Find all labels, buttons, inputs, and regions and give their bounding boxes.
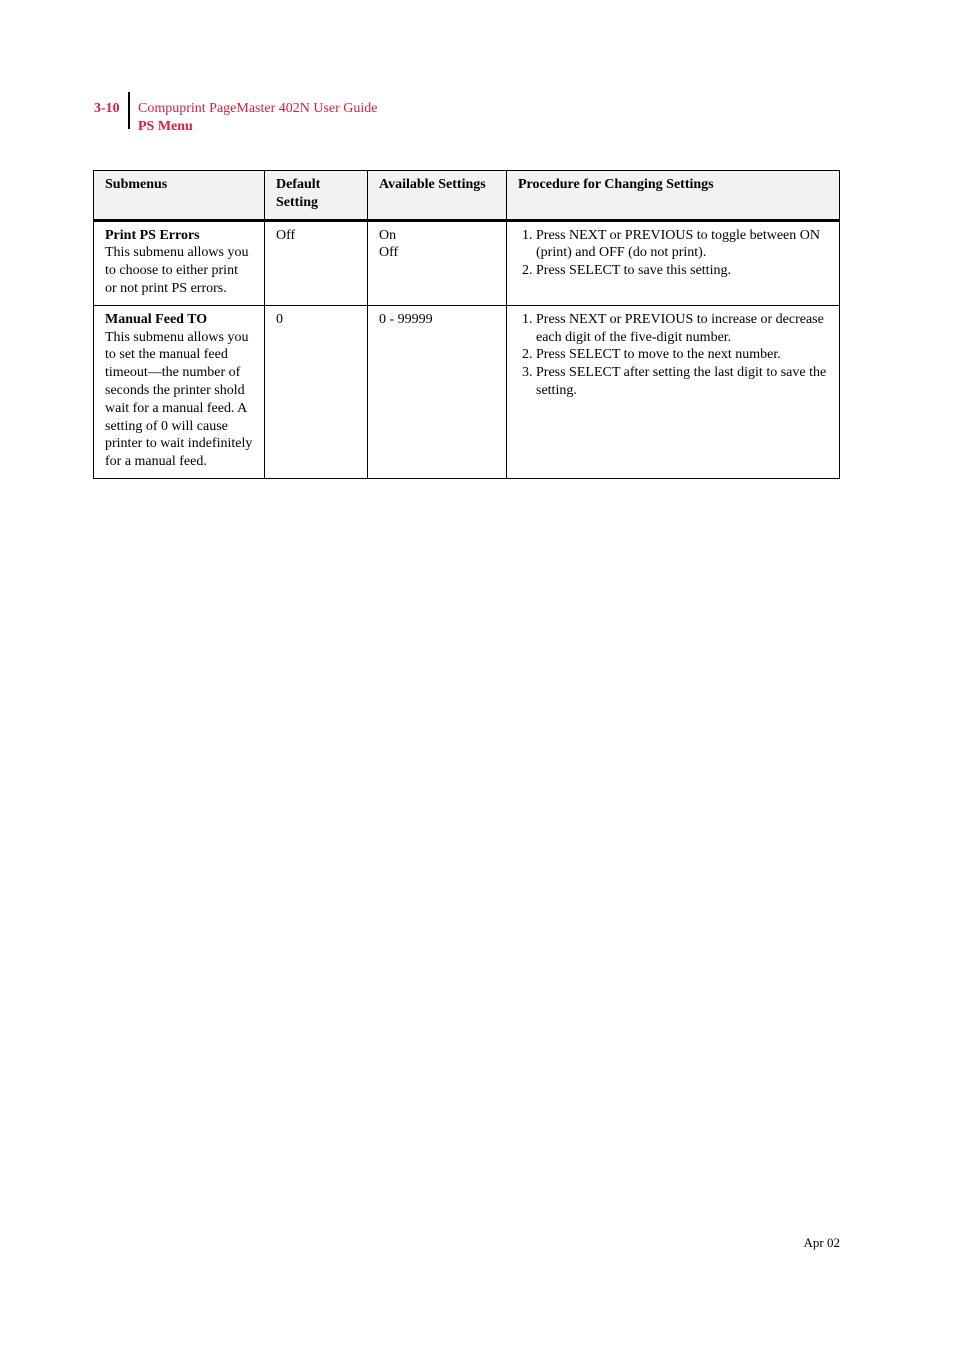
default-setting-cell: Off (265, 220, 368, 305)
procedure-steps (518, 311, 828, 400)
section-title: PS Menu (138, 119, 193, 134)
submenu-cell (94, 305, 265, 478)
guide-title: Compuprint PageMaster 402N User Guide (138, 101, 378, 116)
procedure-cell (507, 220, 840, 305)
procedure-step: 1. Press NEXT or PREVIOUS to increase or decrease each digit of the five-digit number. (536, 311, 828, 347)
procedure-step: 1. Press NEXT or PREVIOUS to toggle between ON (print) and OFF (do not print). (536, 227, 828, 263)
footer-date: Apr 02 (803, 1235, 840, 1250)
settings-table (93, 170, 840, 479)
page-header (94, 100, 514, 140)
table-header-row (94, 171, 840, 221)
available-setting-value: On (379, 227, 397, 243)
column-header-available-settings: Available Settings (368, 171, 507, 221)
header-divider (128, 92, 130, 129)
procedure-step: 2. Press SELECT to move to the next number. (536, 346, 828, 364)
available-settings-cell (368, 220, 507, 305)
available-settings-cell (368, 305, 507, 478)
procedure-step: 3. Press SELECT after setting the last digit to save the setting. (536, 364, 828, 400)
default-setting-cell: 0 (265, 305, 368, 478)
column-header-default-setting: Default Setting (265, 171, 368, 221)
submenu-name: Manual Feed TO (105, 311, 208, 327)
submenu-description: This submenu allows you to choose to either print or not print PS errors. (105, 245, 249, 296)
page-number: 3-10 (94, 101, 120, 116)
procedure-steps (518, 227, 828, 280)
column-header-procedure: Procedure for Changing Settings (507, 171, 840, 221)
available-setting-value: 0 - 99999 (379, 311, 433, 327)
available-setting-value: Off (379, 245, 399, 261)
submenu-name: Print PS Errors (105, 227, 200, 243)
submenu-cell (94, 220, 265, 305)
submenu-description: This submenu allows you to set the manual feed timeout—the number of seconds the printer shold wait for a manual feed. A setting of 0 will cause printer to wait indefinitely for a manual feed. (105, 329, 253, 470)
table-row (94, 220, 840, 305)
procedure-step: 2. Press SELECT to save this setting. (536, 262, 828, 280)
table-row (94, 305, 840, 478)
procedure-cell (507, 305, 840, 478)
column-header-submenus: Submenus (94, 171, 265, 221)
